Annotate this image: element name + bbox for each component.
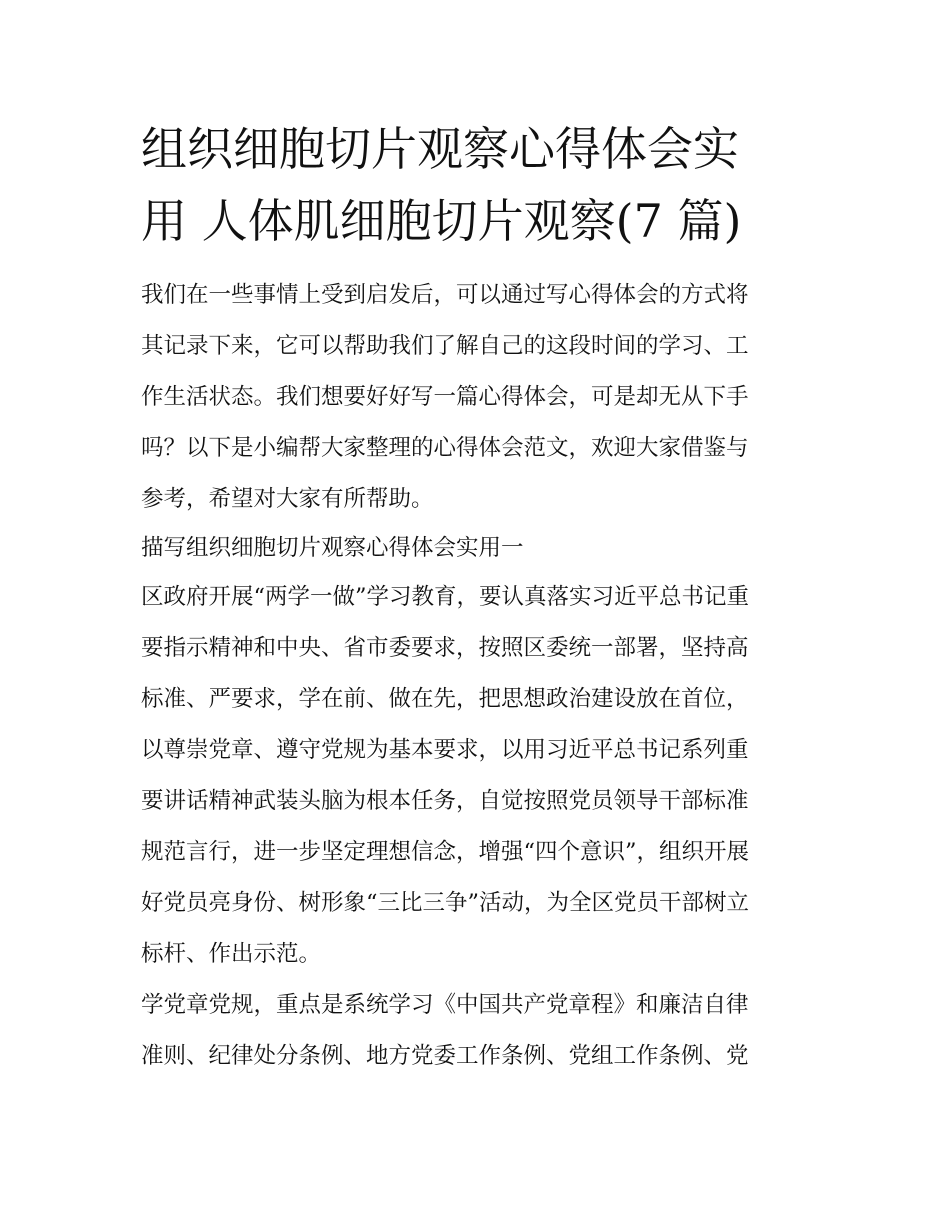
section-paragraph [141, 572, 813, 980]
text-line: 其记录下来，它可以帮助我们了解自己的这段时间的学习、工 [141, 333, 749, 359]
text-line: 好党员亮身份、树形象“三比三争”活动，为全区党员干部树立 [141, 890, 750, 916]
text-line: 作生活状态。我们想要好好写一篇心得体会，可是却无从下手 [141, 384, 749, 410]
title-line: 组织细胞切片观察心得体会实 [141, 122, 739, 176]
text-line: 以尊崇党章、遵守党规为基本要求，以用习近平总书记系列重 [141, 737, 749, 763]
title-line: 用 人体肌细胞切片观察(7 篇) [141, 194, 742, 248]
text-line: 要讲话精神武装头脑为根本任务，自觉按照党员领导干部标准 [141, 788, 749, 814]
text-line: 准则、纪律处分条例、地方党委工作条例、党组工作条例、党 [141, 1043, 749, 1069]
text-line: 我们在一些事情上受到启发后，可以通过写心得体会的方式将 [141, 282, 749, 308]
section-heading [141, 525, 813, 572]
text-line: 规范言行，进一步坚定理想信念，增强“四个意识”，组织开展 [141, 839, 750, 865]
text-line: 标准、严要求，学在前、做在先，把思想政治建设放在首位， [141, 686, 749, 712]
document-page [141, 113, 813, 1082]
text-line: 要指示精神和中央、省市委要求，按照区委统一部署，坚持高 [141, 635, 749, 661]
document-title [141, 113, 813, 257]
text-line: 吗？以下是小编帮大家整理的心得体会范文，欢迎大家借鉴与 [141, 435, 749, 461]
text-line: 参考，希望对大家有所帮助。 [141, 486, 434, 512]
section-heading-text: 描写组织细胞切片观察心得体会实用一 [141, 535, 524, 561]
section-paragraph [141, 980, 813, 1082]
text-line: 学党章党规，重点是系统学习《中国共产党章程》和廉洁自律 [141, 992, 749, 1018]
text-line: 标杆、作出示范。 [141, 941, 322, 967]
intro-paragraph [141, 270, 813, 525]
text-line: 区政府开展“两学一做”学习教育，要认真落实习近平总书记重 [141, 584, 750, 610]
